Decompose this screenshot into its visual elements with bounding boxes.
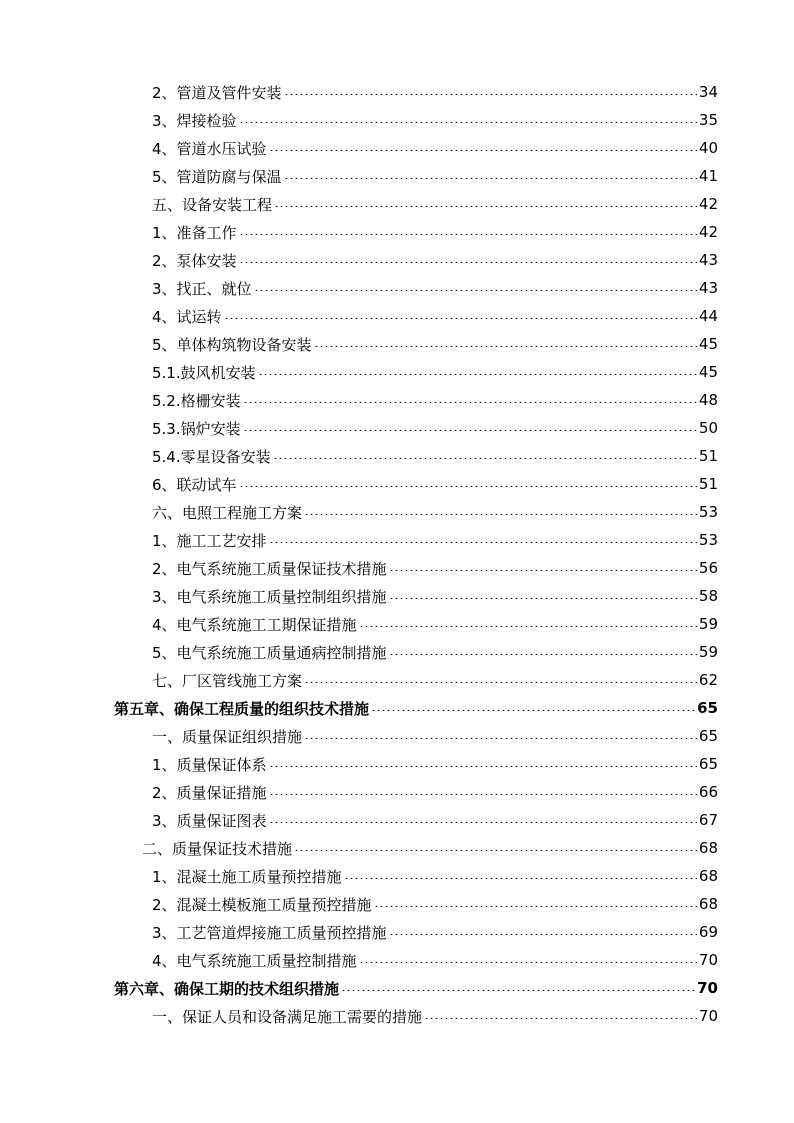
- toc-entry[interactable]: [0, 582, 794, 610]
- dot-leader: [359, 962, 697, 963]
- dot-leader: [274, 206, 697, 207]
- toc-entry-page-number: 70: [697, 979, 718, 997]
- toc-entry-page-number: 41: [698, 167, 718, 185]
- dot-leader: [424, 1018, 697, 1019]
- toc-entry-page-number: 66: [698, 783, 718, 801]
- toc-entry[interactable]: [0, 386, 794, 414]
- dot-leader: [269, 822, 697, 823]
- dot-leader: [304, 514, 697, 515]
- toc-entry-title: 4、电气系统施工工期保证措施: [152, 615, 357, 634]
- toc-entry-title: 4、试运转: [152, 307, 222, 326]
- toc-entry-page-number: 34: [698, 83, 718, 101]
- dot-leader: [374, 906, 697, 907]
- toc-entry-page-number: 65: [698, 755, 718, 773]
- toc-entry[interactable]: [0, 834, 794, 862]
- dot-leader: [269, 150, 697, 151]
- toc-entry-title: 6、联动试车: [152, 475, 237, 494]
- toc-entry-title: 5.2.格栅安装: [152, 391, 241, 410]
- toc-entry[interactable]: [0, 974, 794, 1002]
- dot-leader: [294, 850, 697, 851]
- toc-entry-page-number: 68: [698, 895, 718, 913]
- dot-leader: [284, 178, 697, 179]
- dot-leader: [269, 542, 697, 543]
- toc-entry-title: 六、电照工程施工方案: [152, 503, 303, 522]
- toc-entry-page-number: 42: [698, 195, 718, 213]
- toc-entry-page-number: 53: [698, 531, 718, 549]
- toc-entry[interactable]: [0, 302, 794, 330]
- toc-entry-title: 五、设备安装工程: [152, 195, 273, 214]
- toc-entry-page-number: 69: [698, 923, 718, 941]
- toc-entry[interactable]: [0, 274, 794, 302]
- toc-entry-page-number: 67: [698, 811, 718, 829]
- toc-entry-page-number: 45: [698, 335, 718, 353]
- toc-entry[interactable]: [0, 554, 794, 582]
- toc-entry-title: 5.4.零星设备安装: [152, 447, 271, 466]
- toc-entry-title: 七、厂区管线施工方案: [152, 671, 303, 690]
- toc-entry-page-number: 43: [698, 251, 718, 269]
- toc-entry-page-number: 68: [698, 839, 718, 857]
- toc-entry[interactable]: [0, 358, 794, 386]
- toc-entry-page-number: 58: [698, 587, 718, 605]
- toc-entry-title: 第五章、确保工程质量的组织技术措施: [114, 699, 370, 718]
- toc-entry[interactable]: [0, 638, 794, 666]
- toc-entry-page-number: 40: [698, 139, 718, 157]
- dot-leader: [273, 458, 697, 459]
- toc-entry[interactable]: [0, 162, 794, 190]
- toc-entry[interactable]: [0, 722, 794, 750]
- toc-entry[interactable]: [0, 218, 794, 246]
- toc-entry[interactable]: [0, 78, 794, 106]
- dot-leader: [341, 990, 695, 991]
- dot-leader: [224, 318, 697, 319]
- dot-leader: [284, 94, 697, 95]
- toc-entry[interactable]: [0, 246, 794, 274]
- toc-entry-title: 3、找正、就位: [152, 279, 252, 298]
- toc-entry-page-number: 65: [698, 727, 718, 745]
- toc-entry[interactable]: [0, 778, 794, 806]
- dot-leader: [258, 374, 697, 375]
- toc-entry-page-number: 62: [698, 671, 718, 689]
- toc-entry[interactable]: [0, 134, 794, 162]
- toc-entry-title: 2、泵体安装: [152, 251, 237, 270]
- toc-entry[interactable]: [0, 106, 794, 134]
- toc-entry-title: 一、保证人员和设备满足施工需要的措施: [152, 1007, 423, 1026]
- toc-entry[interactable]: [0, 498, 794, 526]
- toc-entry-page-number: 70: [698, 1007, 718, 1025]
- toc-entry-page-number: 51: [698, 447, 718, 465]
- toc-entry-title: 4、管道水压试验: [152, 139, 267, 158]
- dot-leader: [269, 794, 697, 795]
- toc-entry[interactable]: [0, 750, 794, 778]
- dot-leader: [359, 626, 697, 627]
- dot-leader: [389, 570, 697, 571]
- dot-leader: [304, 682, 697, 683]
- dot-leader: [371, 710, 695, 711]
- dot-leader: [344, 878, 697, 879]
- toc-entry-page-number: 35: [698, 111, 718, 129]
- toc-entry-title: 2、混凝土模板施工质量预控措施: [152, 895, 372, 914]
- toc-entry-title: 3、工艺管道焊接施工质量预控措施: [152, 923, 387, 942]
- toc-entry[interactable]: [0, 442, 794, 470]
- toc-entry-title: 1、施工工艺安排: [152, 531, 267, 550]
- toc-entry-page-number: 50: [698, 419, 718, 437]
- dot-leader: [254, 290, 697, 291]
- toc-entry[interactable]: [0, 470, 794, 498]
- toc-entry-title: 5、管道防腐与保温: [152, 167, 282, 186]
- toc-entry-title: 2、质量保证措施: [152, 783, 267, 802]
- toc-entry[interactable]: [0, 1002, 794, 1030]
- toc-entry-page-number: 70: [698, 951, 718, 969]
- dot-leader: [243, 402, 697, 403]
- toc-entry-title: 1、混凝土施工质量预控措施: [152, 867, 342, 886]
- toc-entry-title: 二、质量保证技术措施: [142, 839, 293, 858]
- toc-entry-title: 3、质量保证图表: [152, 811, 267, 830]
- toc-entry-title: 2、管道及管件安装: [152, 83, 282, 102]
- dot-leader: [239, 262, 697, 263]
- dot-leader: [304, 738, 697, 739]
- toc-entry-title: 3、电气系统施工质量控制组织措施: [152, 587, 387, 606]
- dot-leader: [269, 766, 697, 767]
- toc-entry-page-number: 45: [698, 363, 718, 381]
- toc-entry[interactable]: [0, 694, 794, 722]
- toc-entry-title: 第六章、确保工期的技术组织措施: [114, 979, 340, 998]
- toc-entry[interactable]: [0, 190, 794, 218]
- toc-entry-title: 5.3.锅炉安装: [152, 419, 241, 438]
- toc-entry-title: 一、质量保证组织措施: [152, 727, 303, 746]
- toc-entry[interactable]: [0, 806, 794, 834]
- toc-entry[interactable]: [0, 526, 794, 554]
- toc-entry-title: 3、焊接检验: [152, 111, 237, 130]
- toc-entry[interactable]: [0, 890, 794, 918]
- table-of-contents: [0, 78, 794, 1030]
- dot-leader: [389, 598, 697, 599]
- toc-entry-page-number: 43: [698, 279, 718, 297]
- toc-entry-page-number: 59: [698, 643, 718, 661]
- toc-entry-page-number: 65: [697, 699, 718, 717]
- dot-leader: [243, 430, 697, 431]
- dot-leader: [239, 122, 697, 123]
- toc-entry-title: 5、电气系统施工质量通病控制措施: [152, 643, 387, 662]
- toc-entry[interactable]: [0, 918, 794, 946]
- toc-entry[interactable]: [0, 414, 794, 442]
- dot-leader: [314, 346, 697, 347]
- toc-entry-page-number: 53: [698, 503, 718, 521]
- toc-entry-title: 4、电气系统施工质量控制措施: [152, 951, 357, 970]
- toc-entry[interactable]: [0, 946, 794, 974]
- toc-entry[interactable]: [0, 610, 794, 638]
- toc-entry-page-number: 68: [698, 867, 718, 885]
- toc-entry-page-number: 56: [698, 559, 718, 577]
- toc-entry-page-number: 59: [698, 615, 718, 633]
- dot-leader: [389, 654, 697, 655]
- toc-entry-page-number: 48: [698, 391, 718, 409]
- toc-entry-title: 1、准备工作: [152, 223, 237, 242]
- toc-entry-page-number: 42: [698, 223, 718, 241]
- toc-entry-title: 5、单体构筑物设备安装: [152, 335, 312, 354]
- toc-entry-title: 5.1.鼓风机安装: [152, 363, 256, 382]
- toc-entry-title: 1、质量保证体系: [152, 755, 267, 774]
- toc-entry-page-number: 44: [698, 307, 718, 325]
- dot-leader: [239, 486, 697, 487]
- toc-entry[interactable]: [0, 862, 794, 890]
- toc-entry[interactable]: [0, 330, 794, 358]
- dot-leader: [389, 934, 697, 935]
- toc-entry[interactable]: [0, 666, 794, 694]
- toc-entry-title: 2、电气系统施工质量保证技术措施: [152, 559, 387, 578]
- dot-leader: [239, 234, 697, 235]
- toc-entry-page-number: 51: [698, 475, 718, 493]
